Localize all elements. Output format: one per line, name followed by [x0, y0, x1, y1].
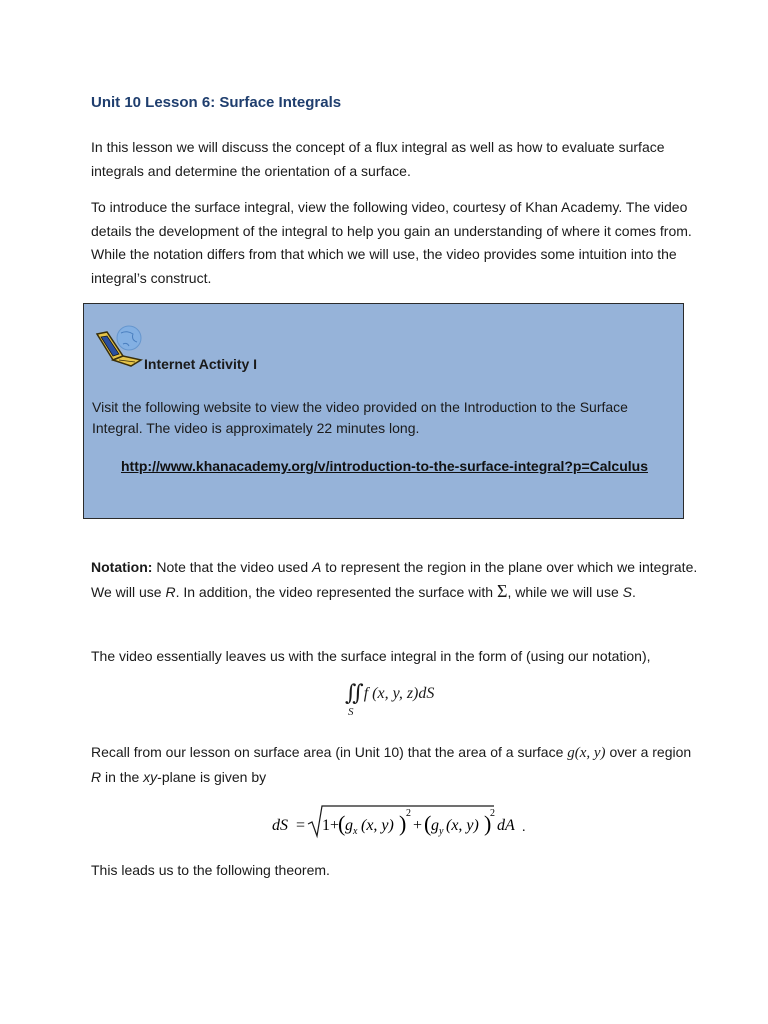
svg-text:y: y [439, 826, 444, 837]
theorem-lead-paragraph: This leads us to the following theorem. [91, 862, 330, 878]
notation-s: S [622, 583, 632, 600]
svg-text:2: 2 [490, 808, 495, 819]
laptop-globe-icon [93, 324, 145, 372]
svg-text:): ) [399, 811, 407, 836]
integral-subscript: S [348, 706, 354, 718]
recall-paragraph [91, 741, 701, 789]
svg-text:(: ( [424, 811, 432, 836]
recall-text-c: in the [101, 768, 144, 785]
notation-r: R [165, 583, 176, 600]
activity-title: Internet Activity I [144, 356, 258, 372]
surface-integral-equation [345, 678, 434, 720]
internet-activity-box [83, 303, 684, 519]
notation-text-a: Note that the video used [152, 559, 312, 575]
surface-element-equation [272, 800, 532, 840]
khan-academy-link[interactable]: http://www.khanacademy.org/v/introduction-to-the-surface-integral?p=Calculus [121, 458, 648, 474]
video-form-paragraph: The video essentially leaves us with the surface integral in the form of (using our notation), [91, 648, 651, 664]
double-integral-symbol: ∬ [345, 680, 364, 705]
svg-text:.: . [522, 820, 526, 835]
svg-text:1+: 1+ [322, 817, 340, 834]
svg-text:(: ( [338, 811, 346, 836]
svg-text:dS: dS [272, 817, 288, 834]
notation-text-b: to represent the region in the plane over which we integrate. We will use [91, 559, 698, 600]
sqrt-formula [272, 800, 532, 842]
svg-text:): ) [484, 811, 492, 836]
notation-text-e: . [631, 583, 636, 600]
svg-text:=: = [296, 817, 306, 834]
recall-r: R [91, 768, 102, 785]
function-g: g(x, y) [567, 745, 606, 761]
intro-paragraph-1: In this lesson we will discuss the concept of a flux integral as well as how to evaluate surface integrals and determine the orientation of a surface. [91, 139, 665, 179]
svg-text:(x, y): (x, y) [446, 817, 479, 834]
activity-text: Visit the following website to view the video provided on the Introduction to the Surface Integral. The video is approximately 22 minutes long. [92, 399, 628, 436]
notation-text-c: . In addition, the video represented the surface with [175, 583, 497, 600]
integrand: f (x, y, z)dS [363, 685, 435, 702]
notation-paragraph [91, 556, 701, 604]
recall-text-a: Recall from our lesson on surface area (in Unit 10) that the area of a surface [91, 744, 568, 760]
recall-text-b: over a region [605, 744, 692, 760]
notation-text-d: , while we will use [507, 583, 623, 600]
svg-text:g: g [431, 817, 439, 834]
svg-text:x: x [353, 826, 358, 837]
svg-text:g: g [345, 817, 353, 834]
recall-text-d: -plane is given by [157, 768, 267, 785]
svg-text:dA: dA [497, 817, 515, 834]
svg-text:2: 2 [406, 808, 411, 819]
page-title: Unit 10 Lesson 6: Surface Integrals [91, 94, 342, 111]
svg-text:+: + [413, 817, 423, 834]
notation-a: A [312, 559, 322, 575]
recall-xy: xy [143, 768, 158, 785]
svg-text:(x, y): (x, y) [361, 817, 394, 834]
notation-label: Notation: [91, 559, 153, 575]
sigma-symbol: Σ [496, 580, 508, 601]
intro-paragraph-2: To introduce the surface integral, view the following video, courtesy of Khan Academy. The video details the development of the integral to help you gain an understanding of where it comes from. While the notation differs from that which we will use, the video provides some intuition into the integral’s construct. [91, 199, 692, 286]
